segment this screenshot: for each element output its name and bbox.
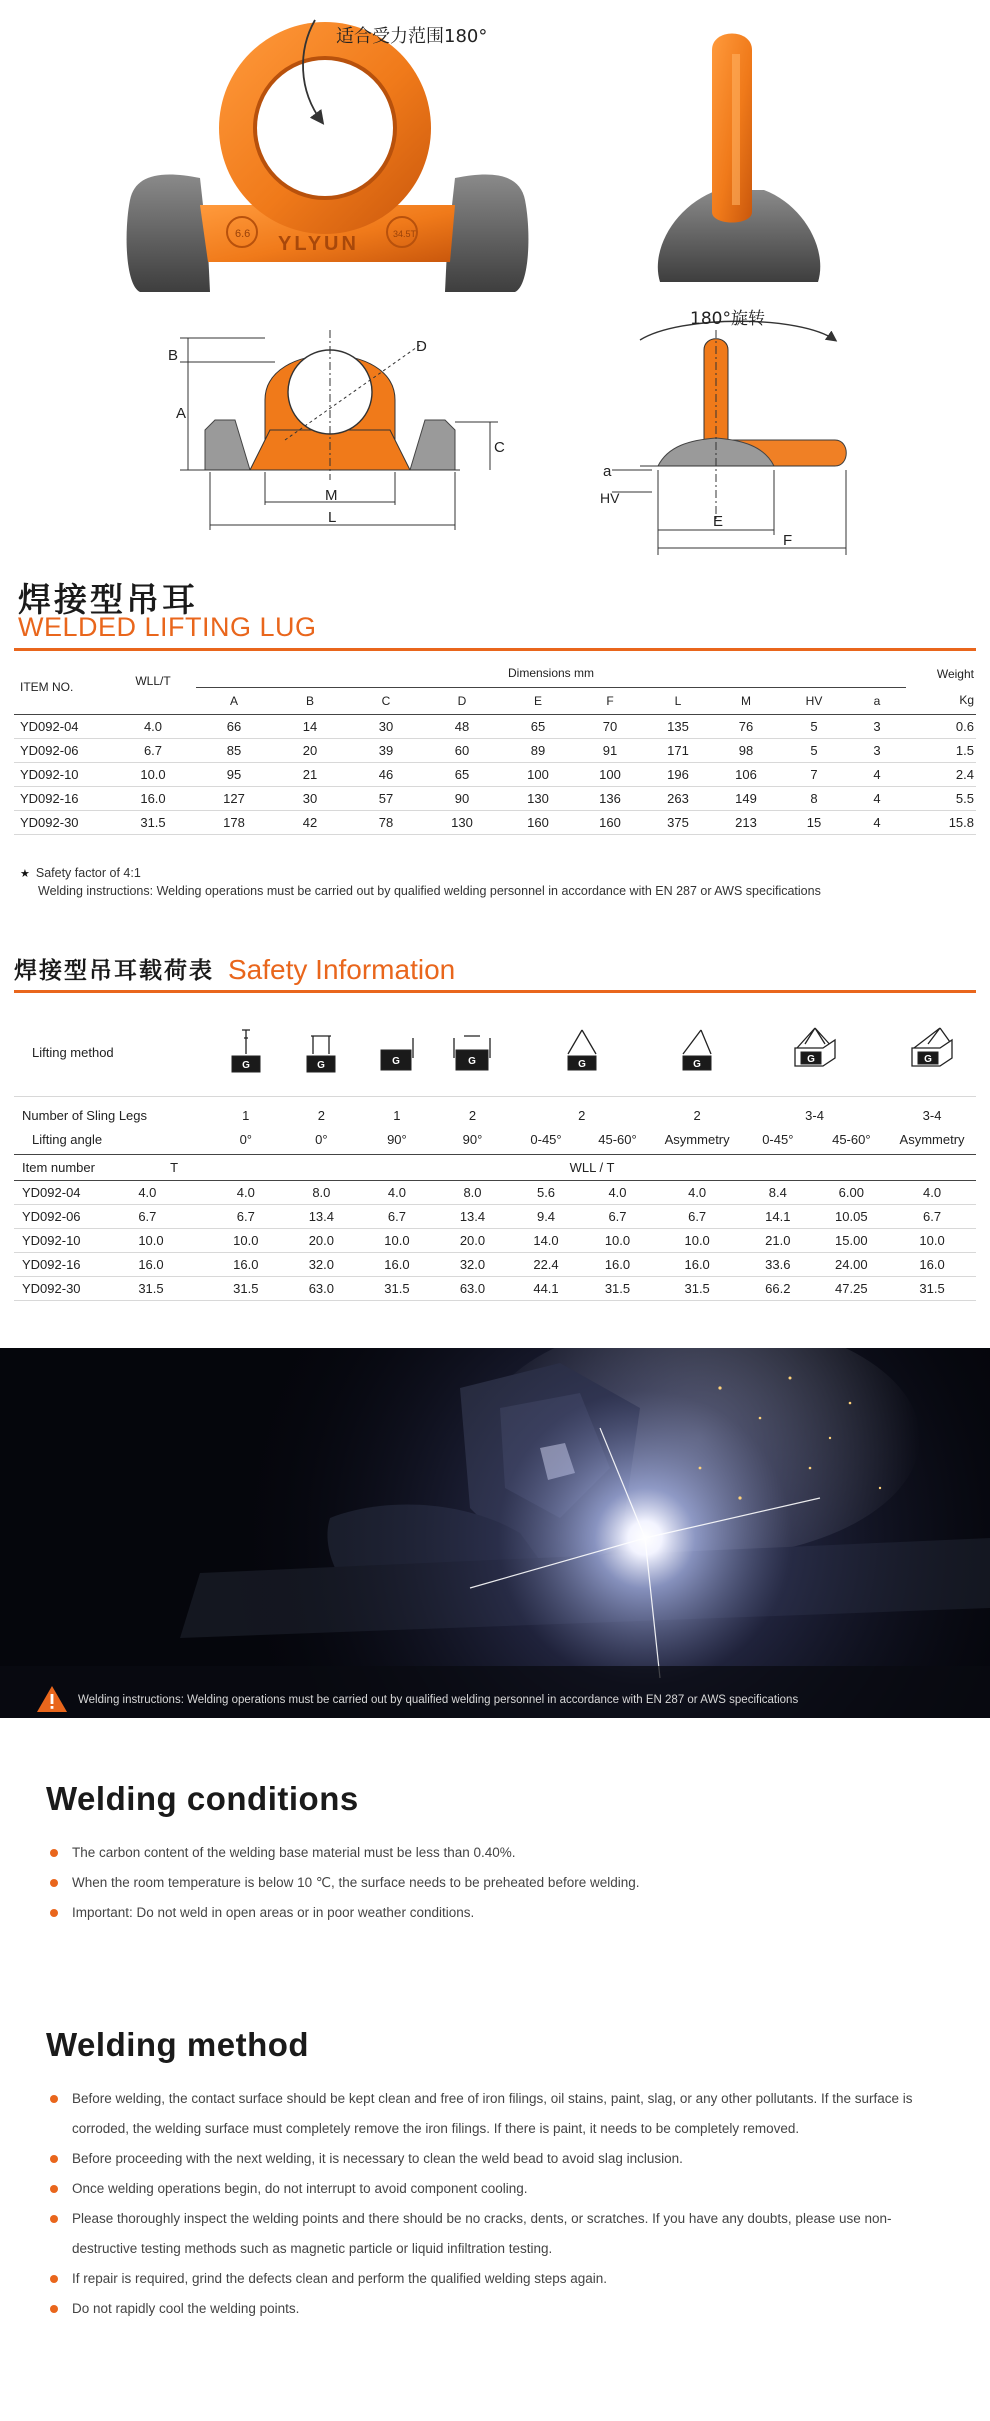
table-row [14, 1276, 976, 1300]
lug-side-view [658, 34, 820, 283]
dim-label-d: D [416, 338, 427, 355]
item-number-cell: YD092-16 [14, 786, 110, 810]
method-double-vertical-icon [284, 1010, 360, 1096]
table-cell: 48 [424, 714, 500, 738]
table-cell: 4.0 [653, 1180, 741, 1204]
sling-legs-label: Number of Sling Legs [22, 1107, 148, 1123]
table-cell: 70 [576, 714, 644, 738]
safety-rule [14, 990, 976, 993]
table-cell: 89 [500, 738, 576, 762]
method-four-leg-bridle-icon [741, 1010, 888, 1096]
sling-diagram-icon [556, 1024, 608, 1078]
table-cell: 95 [196, 762, 272, 786]
list-item: The carbon content of the welding base material must be less than 0.40%. [50, 1838, 950, 1868]
list-item: Once welding operations begin, do not interrupt to avoid component cooling. [50, 2174, 950, 2204]
angle-value: 90° [435, 1126, 511, 1154]
table-cell: 5 [780, 714, 848, 738]
star-icon: ★ [20, 868, 30, 880]
dim-label-f: F [783, 532, 793, 549]
list-item: If repair is required, grind the defects clean and perform the qualified welding steps again. [50, 2264, 950, 2294]
table-cell: 22.4 [510, 1252, 581, 1276]
table-cell: 196 [644, 762, 712, 786]
table-cell: 171 [644, 738, 712, 762]
table-cell: 91 [576, 738, 644, 762]
spec-table [14, 660, 976, 835]
item-number-label: Item number [14, 1154, 126, 1180]
welding-note: Welding instructions: Welding operations must be carried out by qualified welding personnel in accordance with EN 287 or AWS specifications [38, 884, 821, 898]
svg-text:G: G [241, 1060, 250, 1072]
table-row [14, 1204, 976, 1228]
table-cell: 21.0 [741, 1228, 815, 1252]
spec-col-header: M [741, 693, 751, 708]
sling-diagram-icon [446, 1024, 498, 1078]
table-cell: 32.0 [435, 1252, 511, 1276]
svg-text:G: G [317, 1060, 326, 1072]
method-single-vertical-icon [208, 1010, 284, 1096]
spec-col-header: HV [805, 693, 823, 708]
table-cell: 14.1 [741, 1204, 815, 1228]
table-cell: 20 [272, 738, 348, 762]
list-item: When the room temperature is below 10 ℃, the surface needs to be preheated before welding. [50, 1868, 950, 1898]
angle-value: 90° [359, 1126, 435, 1154]
item-number-cell: YD092-06 [14, 738, 110, 762]
table-cell: 15 [780, 810, 848, 834]
table-cell: 213 [712, 810, 780, 834]
table-cell: 31.5 [110, 810, 196, 834]
table-cell: 66.2 [741, 1276, 815, 1300]
angle-value: 0-45° [741, 1126, 815, 1154]
table-cell: 60 [424, 738, 500, 762]
unit-t-label: T [126, 1154, 208, 1180]
table-cell: 63.0 [435, 1276, 511, 1300]
table-cell: 4 [848, 786, 906, 810]
angle-value: Asymmetry [888, 1126, 976, 1154]
item-number-cell: YD092-30 [14, 1276, 126, 1300]
sling-diagram-icon [789, 1024, 841, 1078]
dim-label-m: M [325, 487, 338, 504]
table-cell: 14 [272, 714, 348, 738]
table-cell: 9.4 [510, 1204, 581, 1228]
sling-legs-row [14, 1096, 976, 1126]
table-cell: 31.5 [582, 1276, 653, 1300]
table-cell: 10.0 [208, 1228, 284, 1252]
spec-table-body [14, 714, 976, 834]
table-cell: 6.7 [582, 1204, 653, 1228]
table-row [14, 714, 976, 738]
table-cell: 160 [500, 810, 576, 834]
table-cell: 13.4 [284, 1204, 360, 1228]
method-single-side-icon [359, 1010, 435, 1096]
table-cell: 31.5 [359, 1276, 435, 1300]
product-illustrations [0, 0, 990, 560]
table-cell: 78 [348, 810, 424, 834]
svg-text:G: G [577, 1059, 586, 1071]
table-cell: 10.05 [815, 1204, 889, 1228]
table-cell: 90 [424, 786, 500, 810]
legs-value: 1 [393, 1107, 401, 1123]
table-cell: 4.0 [359, 1180, 435, 1204]
safety-heading [14, 952, 455, 986]
table-cell: 20.0 [284, 1228, 360, 1252]
dim-label-hv: HV [600, 490, 620, 506]
table-cell: 16.0 [653, 1252, 741, 1276]
title-rule [14, 648, 976, 651]
table-cell: 6.7 [888, 1204, 976, 1228]
table-row [14, 1180, 976, 1204]
table-cell: 6.7 [359, 1204, 435, 1228]
table-cell: 33.6 [741, 1252, 815, 1276]
spec-item-header: ITEM NO. [14, 660, 110, 714]
tech-side-drawing [600, 309, 846, 555]
table-cell: 16.0 [126, 1252, 208, 1276]
table-cell: 10.0 [653, 1228, 741, 1252]
list-item: Important: Do not weld in open areas or in poor weather conditions. [50, 1898, 950, 1928]
table-cell: 0.6 [906, 714, 976, 738]
table-cell: 47.25 [815, 1276, 889, 1300]
table-cell: 3 [848, 714, 906, 738]
svg-text:6.6: 6.6 [235, 228, 251, 240]
table-cell: 21 [272, 762, 348, 786]
table-cell: 42 [272, 810, 348, 834]
table-cell: 98 [712, 738, 780, 762]
table-cell: 39 [348, 738, 424, 762]
table-cell: 16.0 [208, 1252, 284, 1276]
dim-label-side-a: a [603, 463, 612, 480]
table-cell: 8.0 [435, 1180, 511, 1204]
table-cell: 4 [848, 810, 906, 834]
dim-label-a: A [176, 405, 187, 422]
legs-value: 1 [242, 1107, 250, 1123]
table-row [14, 1228, 976, 1252]
svg-text:G: G [693, 1059, 702, 1071]
table-cell: 15.8 [906, 810, 976, 834]
legs-value: 2 [468, 1107, 477, 1123]
table-cell: 16.0 [359, 1252, 435, 1276]
legs-value: 3-4 [922, 1107, 942, 1123]
svg-text:G: G [468, 1056, 477, 1068]
brand-emboss: YLYUN [278, 233, 359, 255]
table-cell: 10.0 [582, 1228, 653, 1252]
sling-diagram-icon [906, 1024, 958, 1078]
angle-value: 0° [208, 1126, 284, 1154]
table-cell: 10.0 [888, 1228, 976, 1252]
table-cell: 16.0 [888, 1252, 976, 1276]
spec-col-header: L [674, 693, 682, 708]
table-cell: 4.0 [888, 1180, 976, 1204]
table-cell: 106 [712, 762, 780, 786]
table-cell: 30 [348, 714, 424, 738]
table-cell: 127 [196, 786, 272, 810]
units-row [14, 1154, 976, 1180]
warning-icon [36, 1684, 68, 1714]
table-cell: 13.4 [435, 1204, 511, 1228]
table-cell: 30 [272, 786, 348, 810]
table-cell: 10.0 [359, 1228, 435, 1252]
table-cell: 130 [500, 786, 576, 810]
table-cell: 32.0 [284, 1252, 360, 1276]
table-cell: 65 [424, 762, 500, 786]
table-cell: 5 [780, 738, 848, 762]
spec-dims-header: Dimensions mm [196, 660, 906, 687]
safety-title-en: Safety Information [228, 954, 456, 985]
table-cell: 5.6 [510, 1180, 581, 1204]
welding-conditions-title: Welding conditions [46, 1780, 359, 1817]
spec-col-header: a [873, 693, 881, 708]
svg-text:34.5T: 34.5T [393, 229, 417, 239]
dim-label-b: B [168, 347, 179, 364]
table-cell: 8.4 [741, 1180, 815, 1204]
angle-value: Asymmetry [653, 1126, 741, 1154]
angle-value: 0-45° [510, 1126, 581, 1154]
lifting-angle-label: Lifting angle [14, 1126, 208, 1154]
table-cell: 6.7 [110, 738, 196, 762]
table-cell: 31.5 [208, 1276, 284, 1300]
list-item: Before proceeding with the next welding, it is necessary to clean the weld bead to avoid slag inclusion. [50, 2144, 950, 2174]
unit-wll-label: WLL / T [208, 1154, 976, 1180]
safety-factor-note [20, 866, 141, 880]
lifting-method-label: Lifting method [14, 1010, 208, 1096]
table-cell: 7 [780, 762, 848, 786]
range-caption: 适合受力范围180° [336, 26, 488, 47]
svg-text:G: G [924, 1054, 932, 1066]
table-cell: 10.0 [126, 1228, 208, 1252]
load-table [14, 1010, 976, 1301]
list-item: Before welding, the contact surface should be kept clean and free of iron filings, oil stains, paint, slag, or any other pollutants. If the surface is corroded, the welding surface must completely remove the iron filings. If there is paint, it needs to be completely removed. [50, 2084, 950, 2144]
table-cell: 24.00 [815, 1252, 889, 1276]
item-number-cell: YD092-04 [14, 714, 110, 738]
sling-diagram-icon [371, 1024, 423, 1078]
table-cell: 160 [576, 810, 644, 834]
spec-col-header: D [457, 693, 467, 708]
method-two-leg-asymmetric-icon [653, 1010, 741, 1096]
rotate-caption: 180°旋转 [690, 309, 765, 329]
angle-value: 0° [284, 1126, 360, 1154]
table-cell: 2.4 [906, 762, 976, 786]
table-cell: 3 [848, 738, 906, 762]
table-cell: 178 [196, 810, 272, 834]
table-cell: 14.0 [510, 1228, 581, 1252]
table-cell: 66 [196, 714, 272, 738]
table-cell: 5.5 [906, 786, 976, 810]
table-cell: 4.0 [110, 714, 196, 738]
product-title-en: WELDED LIFTING LUG [18, 612, 317, 642]
sling-diagram-icon [220, 1024, 272, 1078]
welding-conditions-list [50, 1838, 950, 1928]
spec-weight-header: Weight [936, 666, 974, 681]
welding-method-list [50, 2084, 950, 2324]
item-number-cell: YD092-10 [14, 1228, 126, 1252]
table-cell: 57 [348, 786, 424, 810]
table-cell: 6.7 [653, 1204, 741, 1228]
table-cell: 100 [576, 762, 644, 786]
table-cell: 20.0 [435, 1228, 511, 1252]
table-cell: 6.7 [208, 1204, 284, 1228]
table-cell: 31.5 [888, 1276, 976, 1300]
table-cell: 31.5 [126, 1276, 208, 1300]
table-cell: 16.0 [110, 786, 196, 810]
table-cell: 6.00 [815, 1180, 889, 1204]
table-cell: 4.0 [582, 1180, 653, 1204]
table-cell: 65 [500, 714, 576, 738]
table-row [14, 786, 976, 810]
table-cell: 63.0 [284, 1276, 360, 1300]
spec-weight-unit: Kg [959, 693, 974, 708]
table-cell: 135 [644, 714, 712, 738]
table-cell: 10.0 [110, 762, 196, 786]
table-row [14, 738, 976, 762]
table-cell: 4.0 [126, 1180, 208, 1204]
dim-label-e: E [713, 513, 724, 530]
angle-value: 45-60° [582, 1126, 653, 1154]
legs-value: 2 [578, 1107, 586, 1123]
table-cell: 130 [424, 810, 500, 834]
method-double-side-icon [435, 1010, 511, 1096]
svg-text:G: G [806, 1054, 815, 1066]
lug-front-view [127, 20, 529, 292]
safety-title-cn: 焊接型吊耳载荷表 [14, 958, 214, 984]
sling-diagram-icon [295, 1024, 347, 1078]
list-item: Please thoroughly inspect the welding points and there should be no cracks, dents, or scratches. If you have any doubts, please use non-destructive testing methods such as magnetic particle or liquid infiltration testing. [50, 2204, 950, 2264]
list-item: Do not rapidly cool the welding points. [50, 2294, 950, 2324]
table-cell: 136 [576, 786, 644, 810]
welding-method-title: Welding method [46, 2026, 310, 2063]
sling-diagram-icon [671, 1024, 723, 1078]
photo-caption: Welding instructions: Welding operations must be carried out by qualified welding personnel in accordance with EN 287 or AWS specifications [78, 1694, 799, 1706]
item-number-cell: YD092-30 [14, 810, 110, 834]
legs-value: 2 [317, 1107, 325, 1123]
table-cell: 31.5 [653, 1276, 741, 1300]
table-row [14, 1252, 976, 1276]
svg-text:G: G [392, 1056, 400, 1068]
item-number-cell: YD092-06 [14, 1204, 126, 1228]
table-cell: 16.0 [582, 1252, 653, 1276]
table-cell: 149 [712, 786, 780, 810]
legs-value: 2 [693, 1107, 701, 1123]
table-cell: 44.1 [510, 1276, 581, 1300]
item-number-cell: YD092-10 [14, 762, 110, 786]
table-cell: 1.5 [906, 738, 976, 762]
table-cell: 46 [348, 762, 424, 786]
spec-col-header: E [533, 693, 542, 708]
legs-value: 3-4 [805, 1107, 824, 1123]
spec-col-header: C [381, 693, 391, 708]
spec-wll-header: WLL/T [110, 660, 196, 714]
table-row [14, 810, 976, 834]
table-cell: 100 [500, 762, 576, 786]
table-cell: 4.0 [208, 1180, 284, 1204]
table-cell: 6.7 [126, 1204, 208, 1228]
spec-col-header: B [305, 693, 314, 708]
table-cell: 8.0 [284, 1180, 360, 1204]
item-number-cell: YD092-04 [14, 1180, 126, 1204]
table-cell: 263 [644, 786, 712, 810]
table-row [14, 762, 976, 786]
item-number-cell: YD092-16 [14, 1252, 126, 1276]
lifting-angle-row [14, 1126, 976, 1154]
dim-label-c: C [494, 439, 505, 456]
method-four-leg-asymmetric-icon [888, 1010, 976, 1096]
table-cell: 8 [780, 786, 848, 810]
angle-value: 45-60° [815, 1126, 889, 1154]
spec-col-header: A [229, 693, 238, 708]
table-cell: 4 [848, 762, 906, 786]
method-two-leg-bridle-icon [510, 1010, 653, 1096]
product-title-cn: 焊接型吊耳 [18, 580, 198, 619]
lifting-method-row [14, 1010, 976, 1096]
table-cell: 76 [712, 714, 780, 738]
spec-col-header: F [606, 693, 614, 708]
safety-factor-text: Safety factor of 4:1 [35, 866, 141, 880]
table-cell: 375 [644, 810, 712, 834]
table-cell: 85 [196, 738, 272, 762]
tech-front-drawing [168, 330, 505, 530]
load-table-body [14, 1180, 976, 1300]
welding-photo [0, 1348, 990, 1718]
dim-label-l: L [328, 509, 337, 526]
table-cell: 15.00 [815, 1228, 889, 1252]
